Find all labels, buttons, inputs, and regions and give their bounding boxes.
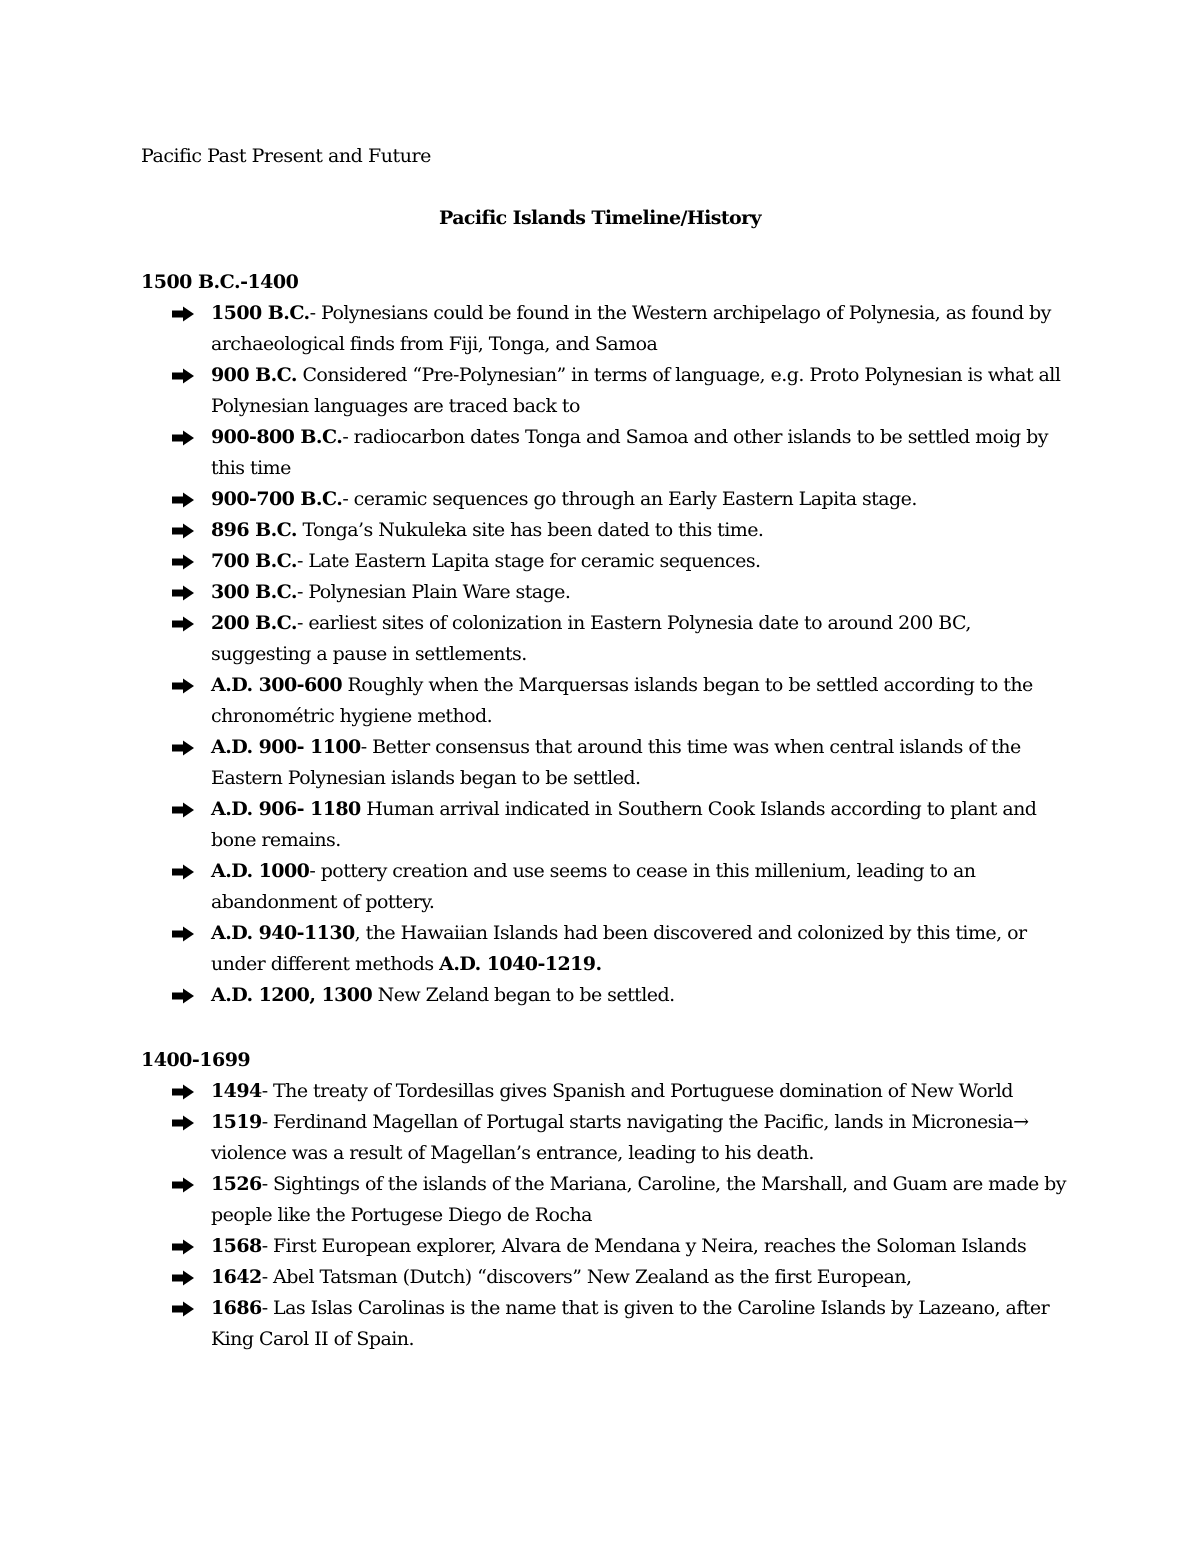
item-text: - Las Islas Carolinas is the name that is given to the Caroline Islands by Lazeano, after King Carol II of Spain. [211, 1297, 1050, 1350]
timeline-item [141, 1076, 1071, 1107]
item-date: 1494 [211, 1080, 262, 1102]
arrow-icon [171, 856, 195, 887]
item-text: - Better consensus that around this time was when central islands of the Eastern Polynesian islands began to be settled. [211, 736, 1021, 789]
item-text: Human arrival indicated in Southern Cook Islands according to plant and bone remains. [211, 798, 1037, 851]
item-date-alt: A.D. 1040-1219. [439, 953, 602, 975]
item-text: Roughly when the Marquersas islands began to be settled according to the chronométric hygiene method. [211, 674, 1033, 727]
item-date: 200 B.C. [211, 612, 297, 634]
timeline-item [141, 980, 1071, 1011]
timeline-item [141, 577, 1071, 608]
item-text: - Polynesians could be found in the Western archipelago of Polynesia, as found by archaeological finds from Fiji, Tonga, and Samoa [211, 302, 1051, 355]
timeline-item [141, 298, 1071, 360]
item-date: A.D. 940-1130 [211, 922, 355, 944]
timeline-item [141, 918, 1071, 980]
arrow-icon [171, 298, 195, 329]
arrow-icon [171, 1107, 195, 1138]
item-date: 1519 [211, 1111, 262, 1133]
arrow-icon [171, 546, 195, 577]
timeline-list [141, 298, 1071, 1011]
timeline-item [141, 1231, 1071, 1262]
item-date: 1500 B.C. [211, 302, 310, 324]
arrow-icon [171, 1231, 195, 1262]
item-text: - earliest sites of colonization in Eastern Polynesia date to around 200 BC, suggesting a pause in settlements. [211, 612, 971, 665]
item-date: 896 B.C. [211, 519, 297, 541]
course-title: Pacific Past Present and Future [141, 145, 431, 167]
item-date: 900 B.C. [211, 364, 297, 386]
timeline-item [141, 1293, 1071, 1355]
section-heading: 1400-1699 [141, 1049, 251, 1071]
timeline-item [141, 515, 1071, 546]
timeline-item [141, 422, 1071, 484]
item-date: 700 B.C. [211, 550, 297, 572]
timeline-item [141, 794, 1071, 856]
arrow-icon [171, 422, 195, 453]
timeline-section-1500bc-1400 [141, 267, 1071, 1011]
item-date: A.D. 300-600 [211, 674, 342, 696]
item-date: 1526 [211, 1173, 262, 1195]
item-date: A.D. 900- 1100 [211, 736, 361, 758]
item-text: New Zeland began to be settled. [372, 984, 675, 1006]
item-text: , the Hawaiian Islands had been discovered and colonized by this time, or under different methods [211, 922, 1027, 975]
item-text: - radiocarbon dates Tonga and Samoa and other islands to be settled moig by this time [211, 426, 1048, 479]
arrow-icon [171, 1076, 195, 1107]
item-text: - First European explorer, Alvara de Mendana y Neira, reaches the Soloman Islands [261, 1235, 1027, 1257]
arrow-icon [171, 670, 195, 701]
timeline-item [141, 732, 1071, 794]
arrow-icon [171, 515, 195, 546]
timeline-item [141, 484, 1071, 515]
item-date: 900-700 B.C. [211, 488, 343, 510]
item-text: - pottery creation and use seems to cease in this millenium, leading to an abandonment of pottery. [211, 860, 976, 913]
document-title: Pacific Islands Timeline/History [439, 207, 761, 229]
section-heading: 1500 B.C.-1400 [141, 271, 299, 293]
arrow-icon [171, 918, 195, 949]
item-date: A.D. 906- 1180 [211, 798, 361, 820]
timeline-item [141, 670, 1071, 732]
arrow-icon [171, 1262, 195, 1293]
item-text: Considered “Pre-Polynesian” in terms of language, e.g. Proto Polynesian is what all Polynesian languages are traced back to [211, 364, 1061, 417]
arrow-icon [171, 608, 195, 639]
timeline-item [141, 1169, 1071, 1231]
timeline-item [141, 1262, 1071, 1293]
item-text: - Ferdinand Magellan of Portugal starts navigating the Pacific, lands in Micronesia→ violence was a result of Magellan’s entrance, leading to his death. [211, 1111, 1029, 1164]
arrow-icon [171, 577, 195, 608]
item-text: - The treaty of Tordesillas gives Spanish and Portuguese domination of New World [261, 1080, 1013, 1102]
item-text: Tonga’s Nukuleka site has been dated to this time. [296, 519, 764, 541]
timeline-item [141, 608, 1071, 670]
item-text: - ceramic sequences go through an Early Eastern Lapita stage. [342, 488, 917, 510]
arrow-icon [171, 1169, 195, 1200]
arrow-icon [171, 732, 195, 763]
timeline-section-1400-1699 [141, 1045, 1071, 1355]
item-date: 300 B.C. [211, 581, 297, 603]
arrow-icon [171, 360, 195, 391]
timeline-item [141, 360, 1071, 422]
item-date: 900-800 B.C. [211, 426, 343, 448]
item-date: A.D. 1200, 1300 [211, 984, 373, 1006]
item-text: - Abel Tatsman (Dutch) “discovers” New Zealand as the first European, [261, 1266, 912, 1288]
timeline-item [141, 1107, 1071, 1169]
arrow-icon [171, 484, 195, 515]
item-date: 1686 [211, 1297, 262, 1319]
item-text: - Sightings of the islands of the Mariana, Caroline, the Marshall, and Guam are made by people like the Portugese Diego de Rocha [211, 1173, 1066, 1226]
item-text: - Polynesian Plain Ware stage. [296, 581, 571, 603]
item-date: A.D. 1000 [211, 860, 310, 882]
arrow-icon [171, 980, 195, 1011]
arrow-icon [171, 1293, 195, 1324]
timeline-list [141, 1076, 1071, 1355]
timeline-item [141, 546, 1071, 577]
item-date: 1642 [211, 1266, 262, 1288]
arrow-icon [171, 794, 195, 825]
item-date: 1568 [211, 1235, 262, 1257]
item-text: - Late Eastern Lapita stage for ceramic sequences. [296, 550, 761, 572]
timeline-item [141, 856, 1071, 918]
